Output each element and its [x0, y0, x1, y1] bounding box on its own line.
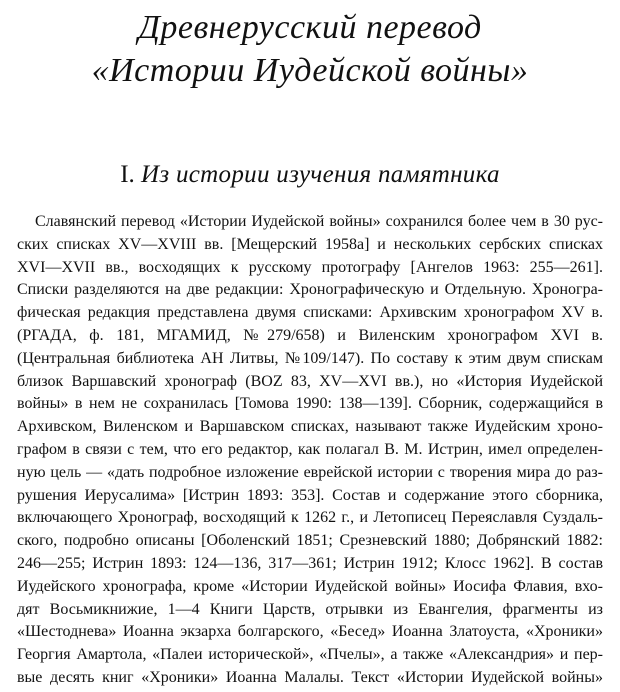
section-title: Из истории изучения памятника [141, 161, 500, 188]
text-line: (Центральная библиотека АН Литвы, №109/147). По составу к этим двум спискам [17, 349, 603, 367]
text-line: Георгия Амартола, «Палеи исторической», «Пчелы», а также «Александрия» и пер- [17, 646, 603, 664]
text-line: рушения Иерусалима» [Истрин 1893: 353]. Состав и содержание этого сборника, [17, 486, 603, 504]
text-line: Иудейского хронографа, кроме «Истории Иудейской войны» Иосифа Флавия, вхо- [17, 577, 603, 595]
text-line: близок Варшавский хронограф (BOZ 83, XV—XVI вв.), но «История Иудейской [17, 372, 603, 390]
text-line: ную цель — «дать подробное изложение еврейской истории с творения мира до раз- [17, 463, 603, 481]
text-line: ского, подробно описаны [Оболенский 1851; Срезневский 1880; Добрянский 1882: [17, 532, 603, 550]
text-line: Списки разделяются на две редакции: Хронографическую и Отдельную. Хроногра- [17, 281, 603, 299]
text-line: включающего Хронограф, восходящий к 1262 г., и Летописец Переяславля Суздаль- [17, 509, 603, 527]
chapter-title-line-2: «Истории Иудейской войны» [91, 52, 529, 89]
text-line: войны» в нем не сохранилась [Томова 1990: 138—139]. Сборник, содержащийся в [17, 395, 603, 413]
text-line: Славянский перевод «Истории Иудейской войны» сохранился более чем в 30 рус- [35, 213, 603, 230]
body-paragraph [17, 211, 603, 690]
text-line: (РГАДА, ф. 181, МГАМИД, №279/658) и Виленским хронографом XVI в. [17, 326, 603, 344]
section-heading [0, 160, 620, 190]
chapter-title-line-1: Древнерусский перевод [138, 9, 482, 46]
section-number: I. [120, 161, 135, 188]
text-line: графом в связи с тем, что его редактор, как полагал В. М. Истрин, имел определен- [17, 440, 603, 458]
text-line: дят Восьмикнижие, 1—4 Книги Царств, отрывки из Евангелия, фрагменты из [17, 600, 603, 618]
text-line: вые десять книг «Хроники» Иоанна Малалы. Текст «Истории Иудейской войны» [17, 668, 603, 686]
text-line: ских списках XV—XVIII вв. [Мещерский 1958а] и нескольких сербских списках [17, 235, 603, 253]
text-line: 246—255; Истрин 1893: 124—136, 317—361; Истрин 1912; Клосс 1962]. В состав [17, 554, 603, 572]
text-line: «Шестоднева» Иоанна экзарха болгарского, «Бесед» Иоанна Златоуста, «Хроники» [17, 623, 603, 641]
text-line: Архивском, Виленском и Варшавском списках, называют также Иудейским хроно- [17, 418, 603, 436]
text-line: фическая редакция представлена двумя списками: Архивским хронографом XV в. [17, 304, 603, 322]
text-line: XVI—XVII вв., восходящих к русскому протографу [Ангелов 1963: 255—261]. [17, 258, 603, 276]
